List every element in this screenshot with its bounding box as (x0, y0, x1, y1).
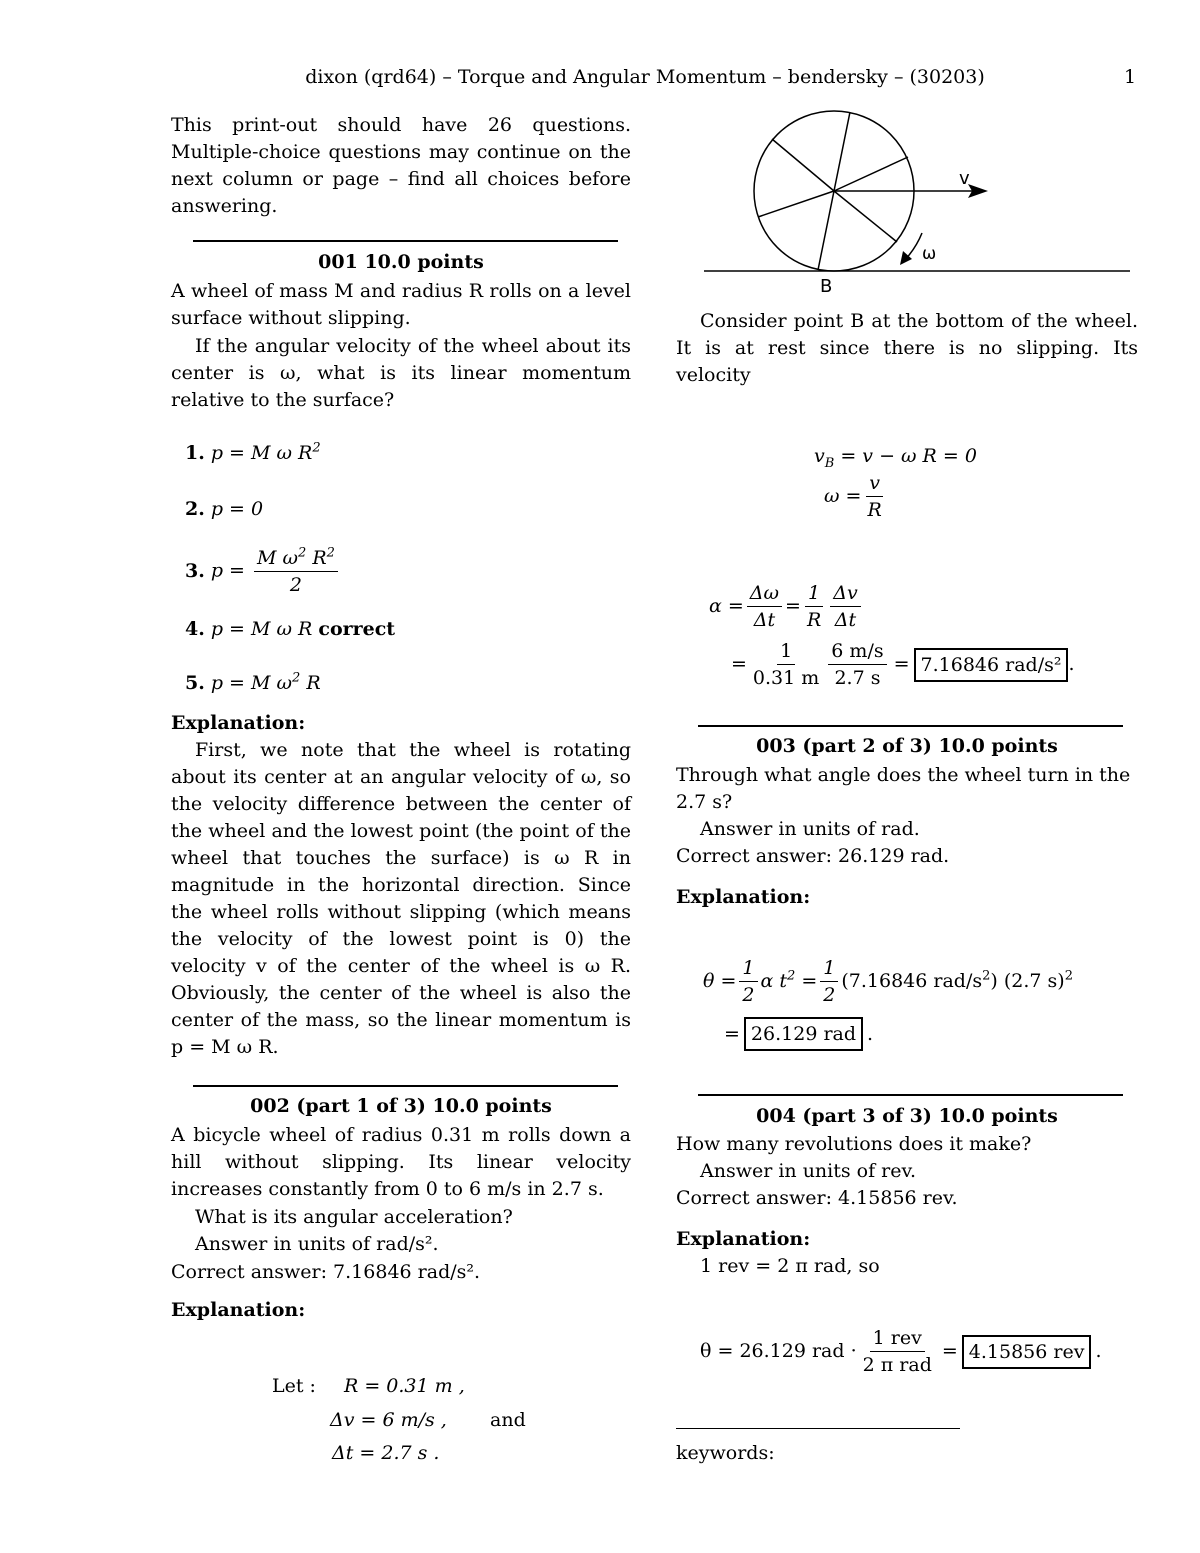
q004-text: How many revolutions does it make? (676, 1133, 1032, 1155)
alpha-eq: = (785, 595, 801, 617)
spoke (772, 139, 834, 191)
q004-units: Answer in units of rev. (700, 1160, 917, 1182)
spoke (834, 191, 897, 242)
eq-vb: $v_B = v - \omega$ R = 0 (814, 445, 977, 471)
choice-number: 3. (185, 559, 205, 582)
q002-consider: Consider point B at the bottom of the wheel. It is at rest since there is no slipping. Its velocity (676, 310, 1138, 386)
let-dv: Δv = 6 m/s , (330, 1409, 447, 1431)
choice-number: 1. (185, 442, 205, 464)
q002-question: What is its angular acceleration? (195, 1206, 513, 1228)
alpha-eq2: = (731, 653, 747, 675)
spoke (818, 191, 834, 270)
footer-rule (676, 1428, 960, 1429)
question-divider (698, 725, 1123, 727)
q003-units: Answer in units of rad. (700, 818, 920, 840)
let-dt: Δt = 2.7 s . (332, 1442, 440, 1464)
choice-fraction: $\frac{M \omega^2 R^2}{2}$ (254, 545, 338, 598)
q002-units: Answer in units of rad/s². (195, 1233, 439, 1255)
let-label: Let : (272, 1375, 316, 1397)
q003-heading: 003 (part 2 of 3) 10.0 points (756, 735, 1058, 757)
frac-half: $\frac{1}{2}$ (739, 955, 757, 1008)
q004-rev-line: 1 rev = 2 π rad, so (700, 1255, 880, 1277)
choice-label: p = M $\omega^2$ R (210, 670, 321, 694)
q004-explanation-label: Explanation: (676, 1228, 811, 1250)
q004-correct: Correct answer: 4.15856 rev. (676, 1187, 958, 1209)
question-divider (193, 1085, 618, 1087)
wheel-diagram (700, 105, 1140, 300)
alpha-result: 7.16846 rad/s² (914, 648, 1069, 682)
theta-equation-2 (724, 1017, 873, 1051)
label-omega: ω (922, 244, 937, 264)
alpha-equation-1 (709, 580, 864, 633)
choice-2[interactable] (185, 496, 263, 523)
choice-label: p = (210, 559, 245, 582)
eq-omega-lhs: ω = (824, 485, 862, 507)
frac-6-27: $\frac{6 m/s}{2.7 s}$ (828, 638, 886, 691)
frac-1-R: $\frac{1}{R}$ (806, 582, 822, 631)
intro-text: This print-out should have 26 questions. Multiple-choice questions may continue on the next column or page – find all choices before answering. (171, 114, 631, 217)
choice-number: 4. (185, 618, 205, 640)
question-divider (193, 240, 618, 242)
spoke (834, 157, 908, 191)
alpha-equation-2 (731, 638, 1075, 691)
q003-explanation-label: Explanation: (676, 886, 811, 908)
alpha-lhs: α = (709, 595, 744, 617)
frac-1-031: $\frac{1}{0.31 m}$ (752, 640, 820, 689)
q001-question: If the angular velocity of the wheel about its center is ω, what is its linear momentum relative to the surface? (171, 335, 631, 411)
rev-lhs: θ = 26.129 rad · (700, 1340, 857, 1362)
q003-text: Through what angle does the wheel turn in the 2.7 s? (676, 764, 1131, 813)
theta-equation-1 (703, 955, 1073, 1008)
q002-correct: Correct answer: 7.16846 rad/s². (171, 1261, 481, 1283)
q001-text: A wheel of mass M and radius R rolls on a level surface without slipping. (171, 280, 631, 329)
q004-heading: 004 (part 3 of 3) 10.0 points (756, 1105, 1058, 1127)
frac-half-2: $\frac{1}{2}$ (820, 955, 838, 1008)
frac-rev: $\frac{\text{1 rev}}{\text{2 π rad}}$ (862, 1327, 932, 1376)
q001-heading: 001 10.0 points (318, 251, 484, 273)
choice-label: p = M ω R (210, 618, 313, 640)
page-header (0, 64, 1200, 94)
rev-result: 4.15856 rev (962, 1335, 1092, 1369)
keywords: keywords: (676, 1442, 775, 1464)
spoke (758, 191, 834, 217)
frac-dw-dt: $\frac{\Delta\omega}{\Delta t}$ (747, 580, 782, 633)
theta-result: 26.129 rad (744, 1017, 863, 1051)
choice-1[interactable] (185, 440, 321, 467)
frac-dv-dt: $\frac{\Delta v}{\Delta t}$ (830, 580, 860, 633)
choice-label: p = M ω $R^2$ (210, 440, 321, 464)
choice-3[interactable] (185, 545, 341, 598)
choice-label: p = 0 (210, 498, 264, 520)
theta-eq2: = (724, 1022, 740, 1045)
spoke (834, 112, 850, 191)
q001-explanation-label: Explanation: (171, 712, 306, 734)
correct-marker: correct (318, 618, 396, 640)
rev-period: . (1095, 1340, 1102, 1362)
q003-correct: Correct answer: 26.129 rad. (676, 845, 950, 867)
theta-lhs: θ = (703, 970, 737, 992)
alpha-period: . (1068, 653, 1075, 675)
page-number: 1 (1124, 66, 1137, 88)
alpha-eq3: = (893, 653, 910, 675)
choice-4[interactable] (185, 616, 401, 643)
choice-number: 5. (185, 672, 205, 694)
rev-eq2: = (941, 1340, 958, 1362)
label-v: v (959, 168, 970, 189)
label-B: B (820, 276, 833, 297)
eq-omega-fraction: $\frac{v}{R}$ (867, 472, 882, 521)
choice-5[interactable] (185, 670, 321, 697)
theta-period: . (867, 1022, 874, 1045)
let-R: R = 0.31 m , (344, 1375, 465, 1397)
eq-omega (824, 470, 888, 523)
header-title: dixon (qrd64) – Torque and Angular Momentum – bendersky – (30203) (305, 66, 985, 88)
q001-explanation: First, we note that the wheel is rotating about its center at an angular velocity of ω, so the velocity difference between the center of the wheel and the lowest point (the point of the wheel that touches the surface) is ω R in magnitude in the horizontal direction. Since the wheel rolls without slipping (which means the velocity of the lowest point is 0) the velocity v of the center of the wheel is ω R. Obviously, the center of the wheel is also the center of the mass, so the linear momentum is p = M ω R. (171, 739, 631, 1058)
rev-equation (700, 1325, 1102, 1378)
theta-mid: α $t^2$ = (760, 968, 818, 992)
q001-choices (171, 440, 631, 710)
theta-rhs: (7.16846 rad/$s^2$) (2.7 s)$^2$ (841, 968, 1073, 992)
q002-heading: 002 (part 1 of 3) 10.0 points (250, 1095, 552, 1117)
question-divider (698, 1094, 1123, 1096)
choice-number: 2. (185, 498, 205, 520)
q002-text: A bicycle wheel of radius 0.31 m rolls down a hill without slipping. Its linear velocity increases constantly from 0 to 6 m/s in 2.7 s. (171, 1124, 631, 1200)
let-and: and (490, 1409, 526, 1431)
q002-explanation-label: Explanation: (171, 1299, 306, 1321)
